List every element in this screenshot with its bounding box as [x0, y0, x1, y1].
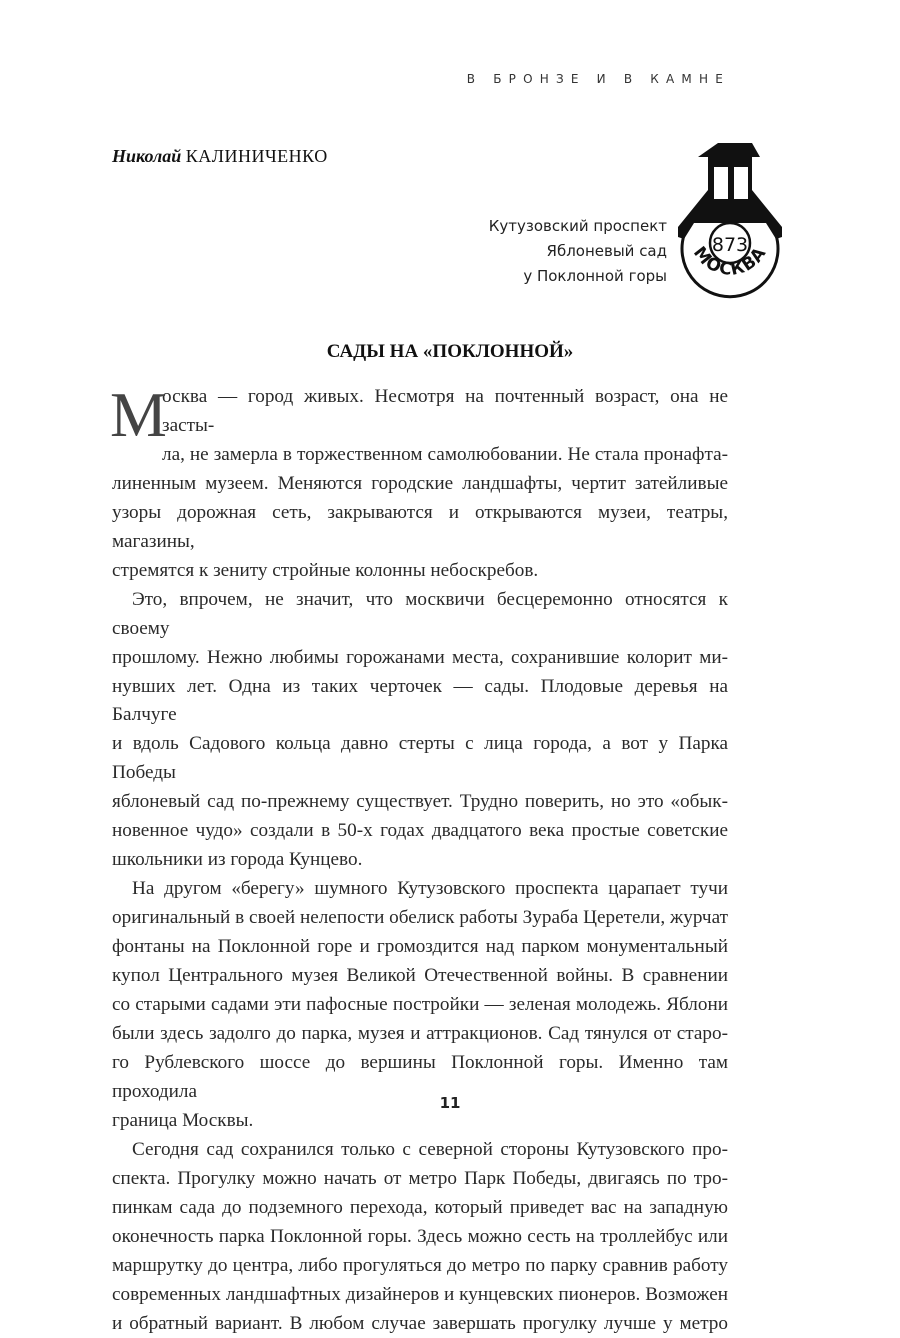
- text-line: и обратный вариант. В любом случае завершать прогулку лучше у метро: [112, 1310, 728, 1338]
- text-line: нувших лет. Одна из таких черточек — сады. Плодовые деревья на Балчуге: [112, 673, 728, 731]
- text-line: фонтаны на Поклонной горе и громоздится над парком монументальный: [112, 933, 728, 962]
- text-line: линенным музеем. Меняются городские ландшафты, чертит затейливые: [112, 470, 728, 499]
- author-surname: КАЛИНИЧЕНКО: [186, 146, 328, 166]
- article-body: [112, 383, 728, 1338]
- text-line: стремятся к зениту стройные колонны небоскребов.: [112, 557, 728, 586]
- location-line: у Поклонной горы: [489, 264, 667, 289]
- author-first-name: Николай: [112, 146, 181, 166]
- text-line: осква — город живых. Несмотря на почтенный возраст, она не засты-: [112, 383, 728, 441]
- location-line: Яблоневый сад: [489, 239, 667, 264]
- text-line: были здесь задолго до парка, музея и аттракционов. Сад тянулся от старо-: [112, 1020, 728, 1049]
- text-line: оконечность парка Поклонной горы. Здесь можно сесть на троллейбус или: [112, 1223, 728, 1252]
- page-number: 11: [0, 1094, 900, 1112]
- text-line: Это, впрочем, не значит, что москвичи бесцеремонно относятся к своему: [112, 586, 728, 644]
- article-title: САДЫ НА «ПОКЛОННОЙ»: [0, 341, 900, 363]
- location-block: [489, 214, 667, 289]
- text-line: со старыми садами эти пафосные постройки — зеленая молодежь. Яблони: [112, 991, 728, 1020]
- logo-text: МОСКВА: [689, 243, 771, 280]
- text-line: и вдоль Садового кольца давно стерты с лица города, а вот у Парка Победы: [112, 730, 728, 788]
- text-line: узоры дорожная сеть, закрываются и открываются музеи, театры, магазины,: [112, 499, 728, 557]
- moscow-house-logo-icon: [670, 135, 790, 305]
- text-line: го Рублевского шоссе до вершины Поклонной горы. Именно там проходила: [112, 1049, 728, 1107]
- text-line: яблоневый сад по-прежнему существует. Трудно поверить, но это «обык-: [112, 788, 728, 817]
- text-line: современных ландшафтных дизайнеров и кунцевских пионеров. Возможен: [112, 1281, 728, 1310]
- text-line: На другом «берегу» шумного Кутузовского проспекта царапает тучи: [112, 875, 728, 904]
- location-line: Кутузовский проспект: [489, 214, 667, 239]
- text-line: ла, не замерла в торжественном самолюбовании. Не стала пронафта-: [112, 441, 728, 470]
- text-line: маршрутку до центра, либо прогуляться до метро по парку сравнив работу: [112, 1252, 728, 1281]
- author-name: [112, 146, 328, 167]
- text-line: прошлому. Нежно любимы горожанами места, сохранившие колорит ми-: [112, 644, 728, 673]
- text-line: оригинальный в своей нелепости обелиск работы Зураба Церетели, журчат: [112, 904, 728, 933]
- drop-cap: М: [110, 385, 167, 445]
- text-line: спекта. Прогулку можно начать от метро Парк Победы, двигаясь по тро-: [112, 1165, 728, 1194]
- text-line: граница Москвы.: [112, 1107, 728, 1136]
- text-line: Сегодня сад сохранился только с северной стороны Кутузовского про-: [112, 1136, 728, 1165]
- text-line: школьники из города Кунцево.: [112, 846, 728, 875]
- text-line: новенное чудо» создали в 50-х годах двадцатого века простые советские: [112, 817, 728, 846]
- running-header: В БРОНЗЕ И В КАМНЕ: [467, 72, 730, 86]
- logo-number: 873: [712, 234, 748, 256]
- text-line: купол Центрального музея Великой Отечественной войны. В сравнении: [112, 962, 728, 991]
- text-line: пинкам сада до подземного перехода, который приведет вас на западную: [112, 1194, 728, 1223]
